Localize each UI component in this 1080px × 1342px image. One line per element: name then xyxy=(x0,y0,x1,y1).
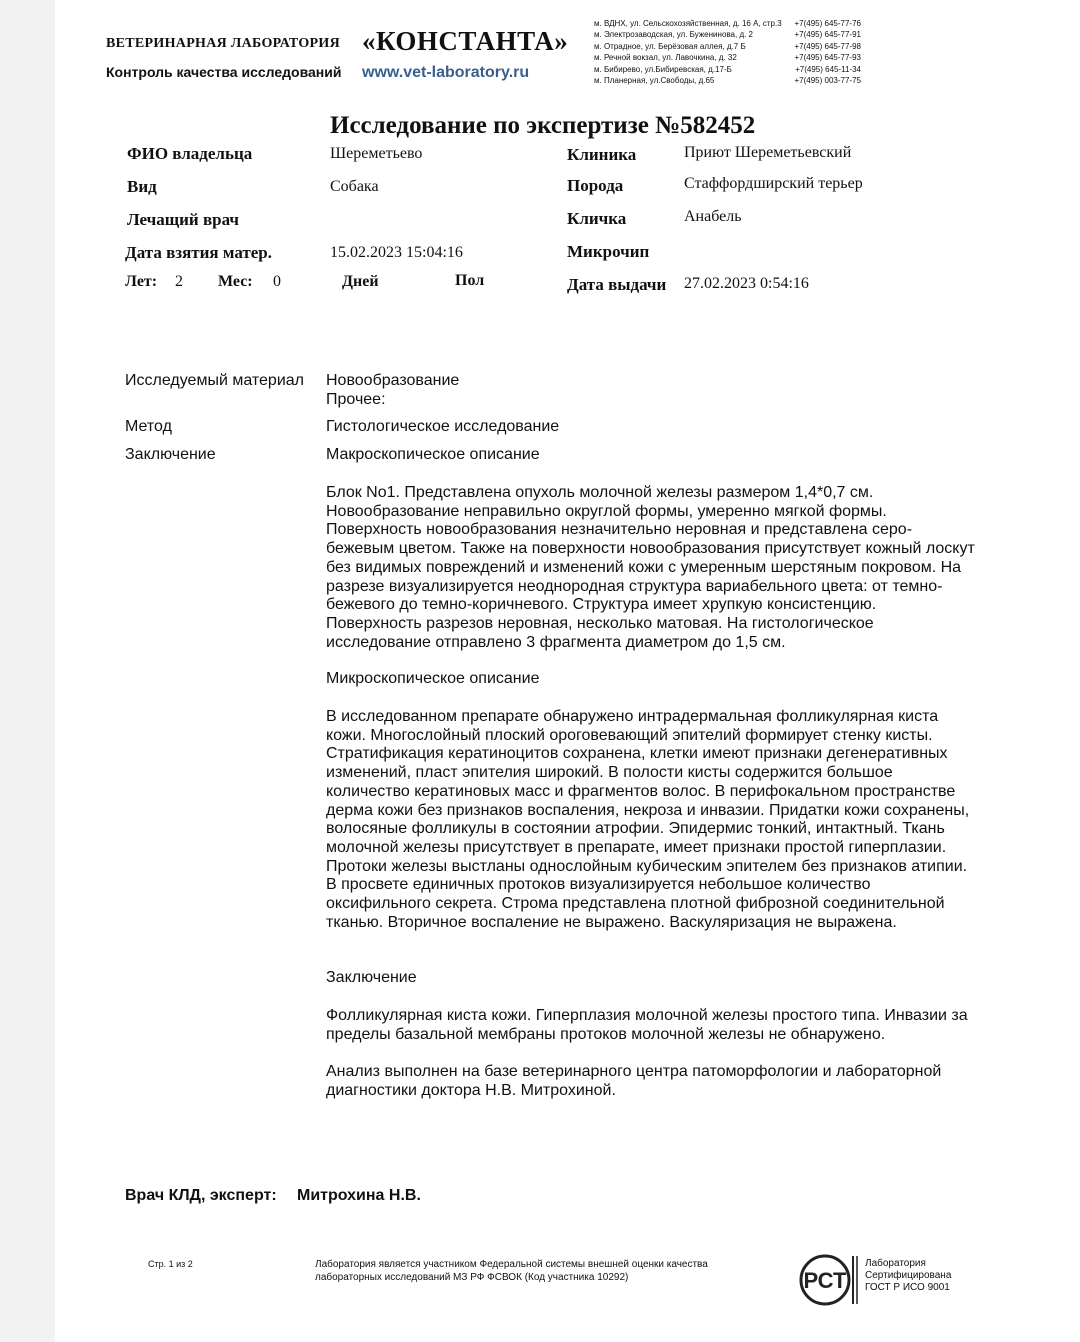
phone: +7(495) 645-77-93 xyxy=(794,53,861,63)
address: м. ВДНХ, ул. Сельскохозяйственная, д. 16 А, стр.3 xyxy=(594,19,782,28)
date-taken-label: Дата взятия матер. xyxy=(125,243,272,262)
species-label: Вид xyxy=(127,177,157,196)
months-value: 0 xyxy=(273,273,281,290)
clinic-label: Клиника xyxy=(567,145,637,164)
method-label: Метод xyxy=(125,418,172,435)
address-row xyxy=(594,18,861,29)
cert-line: Сертифицирована xyxy=(865,1270,952,1281)
address: м. Планерная, ул.Свободы, д.65 xyxy=(594,76,715,86)
lab-name: ВЕТЕРИНАРНАЯ ЛАБОРАТОРИЯ xyxy=(106,36,340,51)
owner-label: ФИО владельца xyxy=(127,144,253,163)
address: м. Электрозаводская, ул. Буженинова, д. 2 xyxy=(594,30,754,40)
address-row xyxy=(594,29,861,40)
cert-mark-text: РСТ xyxy=(803,1268,847,1293)
address-row xyxy=(594,64,861,75)
lab-brand: «КОНСТАНТА» xyxy=(362,26,569,56)
signer-name: Митрохина Н.В. xyxy=(297,1187,421,1204)
address: м. Речной вокзал, ул. Лавочкина, д. 32 xyxy=(594,53,737,63)
document-title: Исследование по экспертизе №582452 xyxy=(330,112,756,139)
lab-note xyxy=(326,1063,976,1100)
conclusion-label: Заключение xyxy=(125,446,216,463)
fsvok-notice: Лаборатория является участником Федеральной системы внешней оценки качества лабораторных исследований МЗ РФ ФСВОК (Код участника 10292) xyxy=(315,1259,708,1283)
issue-date-label: Дата выдачи xyxy=(567,275,667,294)
phone: +7(495) 645-77-76 xyxy=(794,19,861,28)
species-value: Собака xyxy=(330,178,379,195)
document-page xyxy=(55,0,1080,1342)
breed-value: Стаффордширский терьер xyxy=(684,175,863,192)
address-row xyxy=(594,75,861,86)
address-row xyxy=(594,52,861,63)
micro-heading: Микроскопическое описание xyxy=(326,670,540,687)
issue-date-value: 27.02.2023 0:54:16 xyxy=(684,275,809,292)
material-value: Новообразование xyxy=(326,372,460,389)
cert-line: Лаборатория xyxy=(865,1258,926,1269)
pet-name-label: Кличка xyxy=(567,209,627,228)
years-label: Лет: xyxy=(125,273,158,290)
macro-text: Блок No1. Представлена опухоль молочной железы размером 1,4*0,7 см. Новообразование неправильно округлой формы, умеренно мягкой формы. Поверхность новообразования незначительно неровная и представлена серо-бежевым цветом. Также на поверхности новообразования присутствует кожный лоскут без видимых повреждений и изменений кожи с умеренным шерстяным покровом. На разрезе визуализируется неоднородная структура вариабельного цвета: от темно-бежевого до темно-коричневого. Структура имеет хрупкую консистенцию. Поверхность разрезов неровная, несколько матовая. На гистологическое исследование отправлено 3 фрагмента диаметром до 1,5 см. xyxy=(326,484,975,651)
date-taken-value: 15.02.2023 15:04:16 xyxy=(330,244,463,261)
cert-line: ГОСТ Р ИСО 9001 xyxy=(865,1282,950,1293)
phone: +7(495) 645-77-91 xyxy=(794,30,861,40)
signer-label: Врач КЛД, эксперт: xyxy=(125,1187,277,1204)
page-number: Стр. 1 из 2 xyxy=(148,1259,193,1269)
material-other: Прочее: xyxy=(326,391,386,408)
final-heading: Заключение xyxy=(326,969,417,986)
micro-text: В исследованном препарате обнаружено интрадермальная фолликулярная киста кожи. Многослойный плоский ороговевающий эпителий формирует стенку кисты. Стратификация кератиноцитов сохранена, клетки имеют признаки дегенеративных изменений, пласт эпителия широкий. В полости кисты содержится большое количество кератиновых масс и фрагментов волос. В перифокальном пространстве дерма кожи без признаков воспаления, некроза и инвазии. Придатки кожи сохранены, волосяные фолликулы в состоянии атрофии. Эпидермис тонкий, интактный. Ткань молочной железы присутствует в препарате, имеет признаки простой гиперплазии. Протоки железы выстланы однослойным кубическим эпителем без признаков атипии. В просвете единичных протоков визуализируется небольшое количество оксифильного секрета. Строма представлена плотной фиброзной соединительной тканью. Вторичное воспаление не выражено. Васкуляризация не выражена. xyxy=(326,708,970,931)
sex-label: Пол xyxy=(455,272,485,289)
clinic-value: Приют Шереметьевский xyxy=(684,144,852,161)
address-list xyxy=(594,18,861,86)
final-conclusion xyxy=(326,1007,976,1044)
address: м. Отрадное, ул. Берёзовая аллея, д.7 Б xyxy=(594,41,746,51)
lab-subtitle: Контроль качества исследований xyxy=(106,64,342,80)
certification-text xyxy=(865,1258,951,1294)
final-text: Фолликулярная киста кожи. Гиперплазия молочной железы простого типа. Инвазии за пределы базальной мембраны протоков молочной железы не обнаружено. xyxy=(326,1007,968,1043)
phone: +7(495) 645-77-98 xyxy=(794,41,861,51)
doctor-label: Лечащий врач xyxy=(127,210,239,229)
owner-value: Шереметьево xyxy=(330,145,423,162)
macro-description xyxy=(326,484,976,652)
material-label: Исследуемый материал xyxy=(125,372,304,389)
microchip-label: Микрочип xyxy=(567,242,650,261)
phone: +7(495) 645-11-34 xyxy=(795,64,861,74)
note-text: Анализ выполнен на базе ветеринарного центра патоморфологии и лабораторной диагностики доктора Н.В. Митрохиной. xyxy=(326,1063,942,1099)
months-label: Мес: xyxy=(218,273,253,290)
years-value: 2 xyxy=(175,273,183,290)
days-label: Дней xyxy=(342,273,379,290)
certification-logo xyxy=(797,1254,861,1306)
gost-r-cert-icon xyxy=(797,1254,861,1306)
macro-heading: Макроскопическое описание xyxy=(326,446,540,463)
address-row xyxy=(594,41,861,52)
micro-description xyxy=(326,708,976,932)
method-value: Гистологическое исследование xyxy=(326,418,560,435)
address: м. Бибирево, ул.Бибиревская, д.17-Б xyxy=(594,64,732,74)
lab-website-link[interactable]: www.vet-laboratory.ru xyxy=(362,64,530,81)
phone: +7(495) 003-77-75 xyxy=(794,76,861,86)
pet-name-value: Анабель xyxy=(684,208,742,225)
breed-label: Порода xyxy=(567,176,624,195)
